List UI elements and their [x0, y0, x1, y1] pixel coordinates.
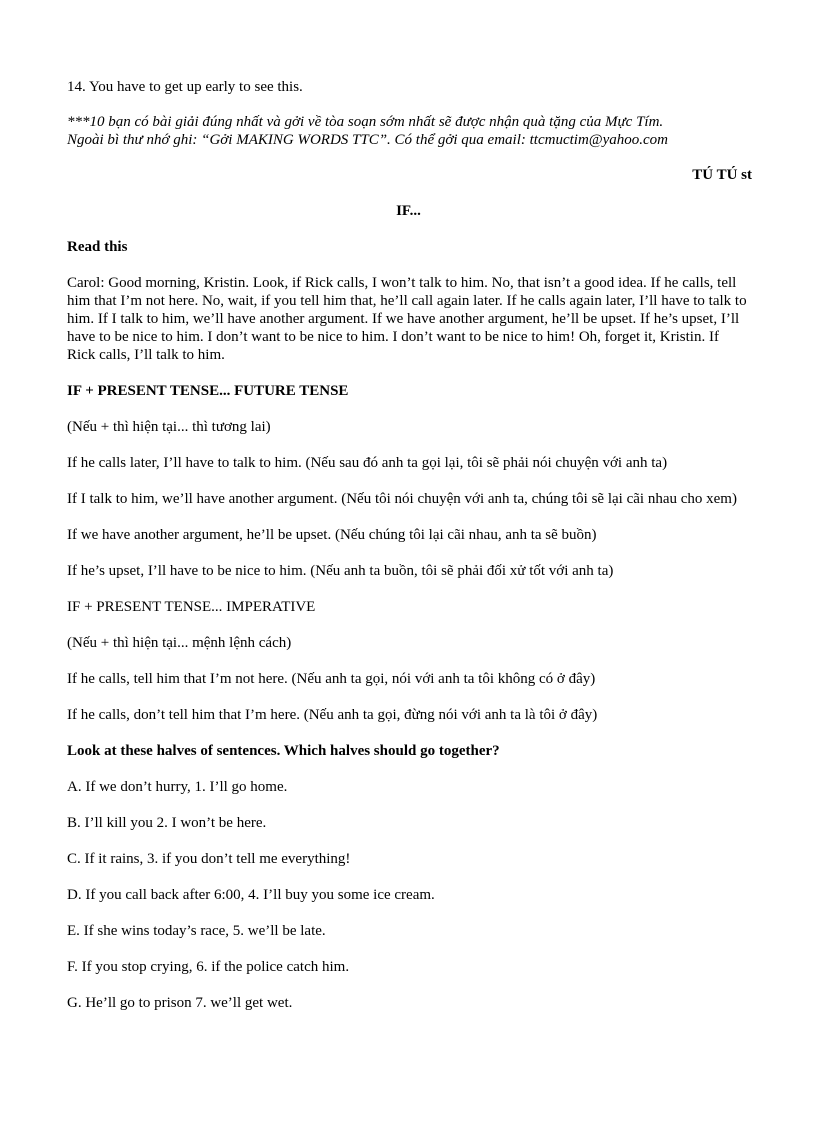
- imperative-example: If he calls, tell him that I’m not here. (Nếu anh ta gọi, nói với anh ta tôi không có ở đây): [67, 671, 596, 687]
- exercise-item: D. If you call back after 6:00, 4. I’ll buy you some ice cream.: [67, 887, 435, 903]
- read-heading: Read this: [67, 239, 128, 255]
- imperative-gloss: (Nếu + thì hiện tại... mệnh lệnh cách): [67, 635, 292, 651]
- exercise-item: B. I’ll kill you 2. I won’t be here.: [67, 815, 267, 831]
- future-example: If he’s upset, I’ll have to be nice to him. (Nếu anh ta buồn, tôi sẽ phải đối xử tốt với anh ta): [67, 563, 614, 579]
- exercise-heading: Look at these halves of sentences. Which halves should go together?: [67, 743, 500, 759]
- page-title: IF...: [396, 203, 421, 219]
- imperative-example: If he calls, don’t tell him that I’m here. (Nếu anh ta gọi, đừng nói với anh ta là tôi ở đây): [67, 707, 598, 723]
- exercise-item: F. If you stop crying, 6. if the police catch him.: [67, 959, 350, 975]
- exercise-item: A. If we don’t hurry, 1. I’ll go home.: [67, 779, 288, 795]
- dialogue-passage: Carol: Good morning, Kristin. Look, if Rick calls, I won’t talk to him. No, that isn’t a good idea. If he calls, tell him that I’m not here. No, wait, if you tell him that, he’ll call again later. If he calls again later, I’ll have to talk to him. If I talk to him, we’ll have another argument. If we have another argument, he’ll be upset. If he’s upset, I’ll have to be nice to him. I don’t want to be nice to him. I don’t want to be nice to him! Oh, forget it, Kristin. If Rick calls, I’ll talk to him.: [67, 275, 747, 363]
- notice-line-1: ***10 bạn có bài giải đúng nhất và gởi về tòa soạn sớm nhất sẽ được nhận quà tặng của Mực Tím.: [67, 114, 664, 130]
- future-example: If I talk to him, we’ll have another argument. (Nếu tôi nói chuyện với anh ta, chúng tôi sẽ lại cãi nhau cho xem): [67, 491, 737, 507]
- imperative-heading: IF + PRESENT TENSE... IMPERATIVE: [67, 599, 316, 615]
- notice-line-2: Ngoài bì thư nhớ ghi: “Gởi MAKING WORDS TTC”. Có thể gởi qua email: ttcmuctim@yahoo.com: [67, 132, 668, 148]
- intro-line: 14. You have to get up early to see this.: [67, 79, 303, 95]
- future-example: If we have another argument, he’ll be upset. (Nếu chúng tôi lại cãi nhau, anh ta sẽ buồn): [67, 527, 597, 543]
- future-tense-gloss: (Nếu + thì hiện tại... thì tương lai): [67, 419, 271, 435]
- contest-notice: [67, 113, 750, 149]
- exercise-item: G. He’ll go to prison 7. we’ll get wet.: [67, 995, 293, 1011]
- future-example: If he calls later, I’ll have to talk to him. (Nếu sau đó anh ta gọi lại, tôi sẽ phải nói chuyện với anh ta): [67, 455, 668, 471]
- future-tense-heading: IF + PRESENT TENSE... FUTURE TENSE: [67, 383, 349, 399]
- document-page: [67, 78, 750, 1012]
- exercise-item: E. If she wins today’s race, 5. we’ll be late.: [67, 923, 326, 939]
- exercise-item: C. If it rains, 3. if you don’t tell me everything!: [67, 851, 351, 867]
- author-credit: TÚ TÚ st: [692, 167, 752, 183]
